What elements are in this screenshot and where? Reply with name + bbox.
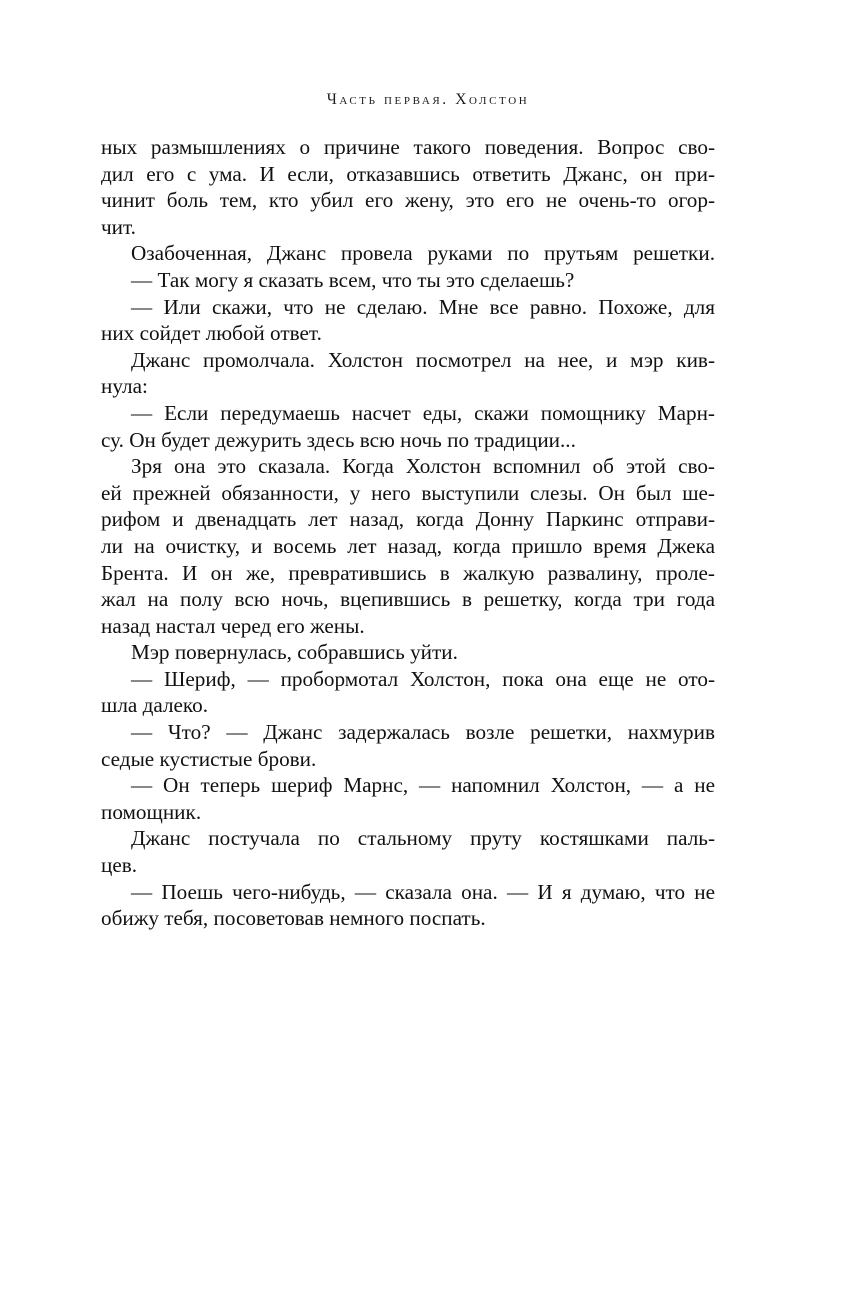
- text-line: дил его с ума. И если, отказавшись ответить Джанс, он при-: [101, 161, 715, 186]
- text-line: Мэр повернулась, собравшись уйти.: [131, 640, 458, 665]
- text-line: Джанс промолчала. Холстон посмотрел на нее, и мэр кив-: [131, 347, 715, 372]
- text-line: су. Он будет дежурить здесь всю ночь по традиции...: [101, 427, 576, 452]
- text-line: рифом и двенадцать лет назад, когда Донну Паркинс отправи-: [101, 507, 715, 532]
- text-line: Джанс постучала по стальному пруту костяшками паль-: [131, 826, 715, 851]
- text-line: — Или скажи, что не сделаю. Мне все равно. Похоже, для: [131, 294, 715, 319]
- text-line: цев.: [101, 853, 138, 878]
- text-line: — Если передумаешь насчет еды, скажи помощнику Марн-: [131, 400, 715, 425]
- running-head: Часть первая. Холстон: [326, 91, 530, 108]
- text-line: чинит боль тем, кто убил его жену, это его не очень-то огор-: [101, 188, 715, 213]
- text-line: — Он теперь шериф Марнс, — напомнил Холстон, — а не: [131, 773, 715, 798]
- text-line: нула:: [101, 374, 148, 399]
- text-line: ли на очистку, и восемь лет назад, когда пришло время Джека: [101, 533, 715, 558]
- text-line: Брента. И он же, превратившись в жалкую развалину, проле-: [101, 560, 715, 585]
- text-line: обижу тебя, посоветовав немного поспать.: [101, 906, 486, 931]
- text-line: назад настал черед его жены.: [101, 613, 365, 638]
- text-line: шла далеко.: [101, 693, 209, 718]
- text-line: Озабоченная, Джанс провела руками по прутьям решетки.: [131, 241, 715, 266]
- text-line: седые кустистые брови.: [101, 746, 317, 771]
- text-line: них сойдет любой ответ.: [101, 321, 322, 346]
- text-line: — Поешь чего-нибудь, — сказала она. — И я думаю, что не: [131, 879, 715, 904]
- text-line: ей прежней обязанности, у него выступили слезы. Он был ше-: [101, 480, 715, 505]
- text-line: — Что? — Джанс задержалась возле решетки, нахмурив: [131, 720, 715, 745]
- text-line: — Шериф, — пробормотал Холстон, пока она еще не ото-: [131, 666, 715, 691]
- text-line: — Так могу я сказать всем, что ты это сделаешь?: [131, 267, 575, 292]
- text-line: помощник.: [101, 799, 202, 824]
- text-line: жал на полу всю ночь, вцепившись в решетку, когда три года: [101, 587, 715, 612]
- body-text: [101, 134, 715, 932]
- text-line: ных размышлениях о причине такого поведения. Вопрос сво-: [101, 135, 715, 159]
- text-line: чит.: [101, 214, 136, 239]
- text-line: Зря она это сказала. Когда Холстон вспомнил об этой сво-: [131, 454, 715, 479]
